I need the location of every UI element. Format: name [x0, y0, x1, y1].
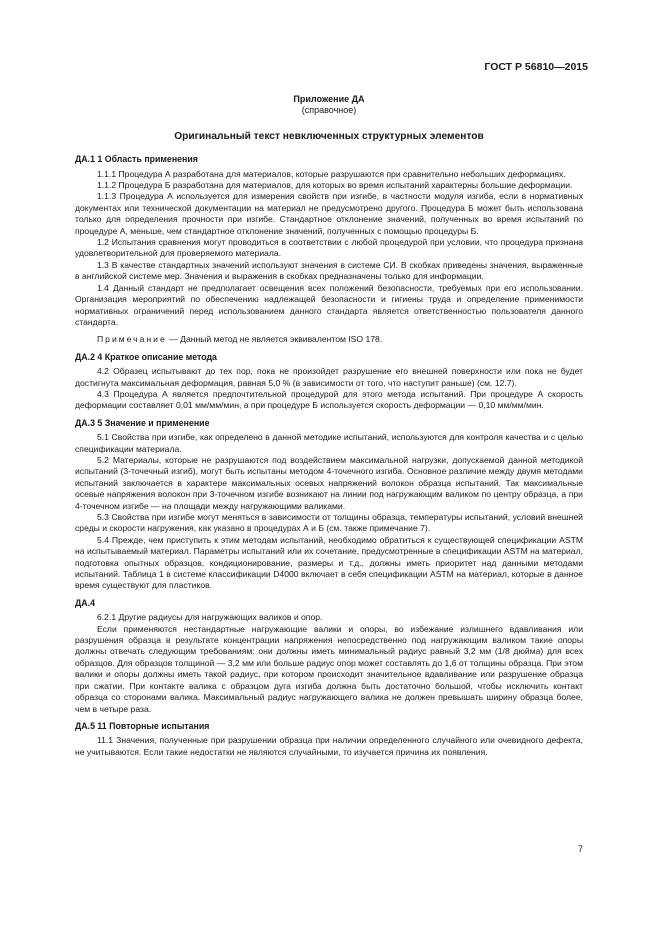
- paragraph: 1.1.1 Процедура А разработана для материалов, которые разрушаются при сравнительно небольших деформациях.: [97, 168, 566, 179]
- section-da3: [75, 418, 583, 592]
- section-heading: ДА.4: [75, 597, 95, 608]
- section-heading: ДА.2 4 Краткое описание метода: [75, 351, 217, 362]
- paragraph: Если применяются нестандартные нагружающие валики и опоры, во избежание излишнего вдавливания или разрушения образца в результате концентрации напряжения непосредственно под нагружающим валиком такие опоры должны отвечать следующим требованиям: они должны иметь минимальный радиус равный 3,2 мм (1/8 дюйма) для всех образцов. Для образцов толщиной — 3,2 мм или больше радиус опор может составлять до 1,6 от толщины образца. При этом валики и опоры должны иметь такой радиус, при котором происходит значительное вдавливание или разрушение образца при сжатии. При контакте валика с образцом дуга изгиба должна быть достаточно большой, чтобы исключить контакт образца со сторонами валика. Максимальный радиус нагружающего валика не должен превышать ширину образца более, чем в четыре раза.: [75, 623, 583, 714]
- section-heading: ДА.1 1 Область применения: [75, 154, 198, 165]
- section-da4: [75, 598, 583, 715]
- paragraph: 5.1 Свойства при изгибе, как определено в данной методике испытаний, используются для контроля качества и с целью спецификации материала.: [75, 432, 583, 454]
- paragraph: 4.2 Образец испытывают до тех пор, пока не произойдет разрушение его внешней поверхности или пока не будет достигнута максимальная деформация, равная 5,0 % (в зависимости от того, что наступит раньше) (см. 12.7).: [75, 366, 583, 388]
- paragraph: 6.2.1 Другие радиусы для нагружающих валиков и опор.: [97, 612, 323, 623]
- note: [75, 334, 583, 345]
- paragraph: 4.3 Процедура А является предпочтительной процедурой для этого метода испытаний. При процедуре А скорость деформации составляет 0,01 мм/мм/мин, а при процедуре Б используется скорость деформации — 0,10 мм/мм/мин.: [75, 388, 583, 411]
- section-da5: [75, 721, 583, 758]
- document-body: [75, 94, 583, 758]
- paragraph: 5.2 Материалы, которые не разрушаются под воздействием максимальной нагрузки, допускаемой данной методикой испытаний (3-точечный изгиб), могут быть испытаны методом 4-точечного изгиба. Основное различие между двумя методами испытаний заключается в характере максимальных осевых напряжений волокон образца испытаний. Так максимальные осевые напряжения волокон при 3-точечном изгибе возникают на линии под нагружающим валиком по центру образца, а при 4-точечном изгибе — на площади между нагружающими валиками.: [75, 454, 583, 511]
- appendix-title: Приложение ДА: [293, 94, 365, 104]
- main-title: Оригинальный текст невключенных структурных элементов: [174, 130, 484, 142]
- paragraph: 1.3 В качестве стандартных значений используют значения в системе СИ. В скобках приведены значения, выраженные в английской системе мер. Значения и выражения в скобках предназначены только для информации.: [75, 259, 583, 282]
- paragraph: 11.1 Значения, полученные при разрушении образца при наличии определенного случайного или очевидного дефекта, не учитываются. Если такие недостатки не являются случайными, то изучается причина их появления.: [75, 735, 583, 757]
- section-da2: [75, 352, 583, 412]
- document-code: ГОСТ Р 56810—2015: [484, 61, 588, 73]
- note-label: Примечание: [97, 334, 167, 345]
- appendix-subtitle: (справочное): [301, 105, 357, 116]
- section-da1: [75, 154, 583, 346]
- section-heading: ДА.5 11 Повторные испытания: [75, 720, 210, 731]
- paragraph: 1.4 Данный стандарт не предполагает освещения всех положений безопасности, требуемых при его использовании. Организация мероприятий по обеспечению надлежащей безопасности и гигиены труда и определение применимости нормативных ограничений перед использованием данного стандарта является ответственностью пользователя данного стандарта.: [75, 282, 583, 327]
- page-number: 7: [577, 844, 583, 854]
- paragraph: 1.2 Испытания сравнения могут проводиться в соответствии с любой процедурой при условии, что процедура признана удовлетворительной для проверяемого материала.: [75, 237, 583, 259]
- paragraph: 5.4 Прежде, чем приступить к этим методам испытаний, необходимо обратиться к существующей спецификации ASTM на испытываемый материал. Параметры испытаний или их сочетание, предусмотренные в спецификации ASTM на материал, подготовка опытных образцов, кондиционирование, размеры и т.д., должны иметь приоритет над данными методами испытаний. Таблица 1 в системе классификации D4000 включает в себя спецификации ASTM на материал, которые в данное время существуют для пластиков.: [75, 534, 583, 591]
- note-text: — Данный метод не является эквивалентом ISO 178.: [166, 334, 383, 345]
- paragraph: 5.3 Свойства при изгибе могут меняться в зависимости от толщины образца, температуры испытаний, условий внешней среды и скорости нагружения, как указано в процедурах А и Б (см. также примечание 7).: [75, 512, 583, 534]
- paragraph: 1.1.3 Процедура А используется для измерения свойств при изгибе, в частности модуля изгиба, если в нормативных документах или технической документации на материал не предусмотрено другого. Процедура Б может быть использована только для определения прочности при изгибе. Стандартное отклонение значений, полученных во время испытаний по процедуре А, меньше, чем стандартное отклонение значений, полученных с помощью процедуры Б.: [75, 191, 583, 236]
- section-heading: ДА.3 5 Значение и применение: [75, 417, 210, 428]
- paragraph: 1.1.2 Процедура Б разработана для материалов, для которых во время испытаний характерны большие деформации.: [97, 180, 573, 191]
